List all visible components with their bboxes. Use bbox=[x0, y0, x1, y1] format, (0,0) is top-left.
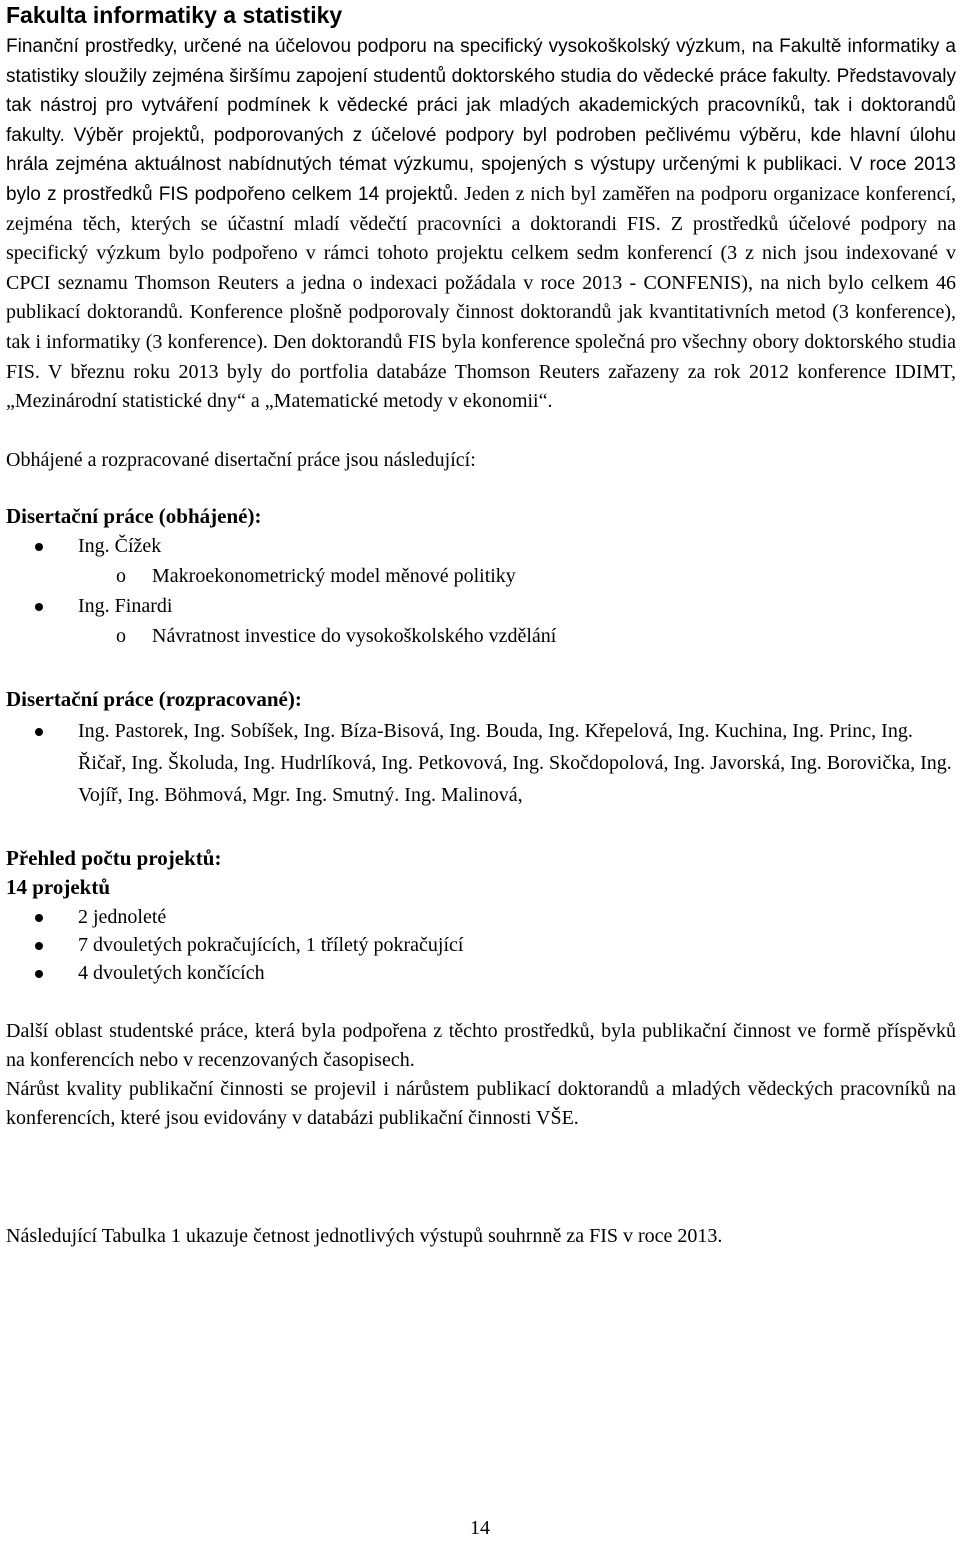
inprogress-heading: Disertační práce (rozpracované): bbox=[6, 686, 302, 711]
defended-name: Ing. Čížek bbox=[78, 534, 162, 557]
defended-thesis: Návratnost investice do vysokoškolského vzdělání bbox=[152, 624, 557, 647]
list-item bbox=[6, 931, 956, 959]
defended-thesis: Makroekonometrický model měnové politiky bbox=[152, 564, 516, 587]
document-page bbox=[6, 0, 956, 1251]
list-item bbox=[6, 531, 956, 591]
bullet-icon bbox=[35, 914, 43, 922]
list-item bbox=[6, 903, 956, 931]
circle-bullet-icon: o bbox=[116, 624, 126, 647]
projects-list bbox=[6, 903, 956, 987]
project-item: 4 dvouletých končících bbox=[78, 961, 265, 984]
defended-heading: Disertační práce (obhájené): bbox=[6, 503, 262, 528]
defended-name: Ing. Finardi bbox=[78, 594, 173, 617]
inprogress-names: Ing. Pastorek, Ing. Sobíšek, Ing. Bíza-Bisová, Ing. Bouda, Ing. Křepelová, Ing. Kuchina, Ing. Princ, Ing. Řičař, Ing. Školuda, Ing. Hudrlíková, Ing. Petkovová, Ing. Skočdopolová, Ing. Javorská, Ing. Borovička, Ing. Vojíř, Ing. Böhmová, Mgr. Ing. Smutný. Ing. Malinová, bbox=[78, 719, 952, 806]
theses-intro: Obhájené a rozpracované disertační práce jsou následující: bbox=[6, 448, 476, 471]
bullet-icon bbox=[35, 543, 43, 551]
sub-list-item bbox=[6, 621, 956, 651]
intro-serif-text: Jeden z nich byl zaměřen na podporu organizace konferencí, zejména těch, kterých se účastní mladí vědečtí pracovníci a doktorandi FIS. Z prostředků účelové podpory na specifický výzkum bylo podpořeno v rámci tohoto projektu celkem sedm konferencí (3 z nich jsou indexované v CPCI seznamu Thomson Reuters a jedna o indexaci požádala v roce 2013 - CONFENIS), na nich bylo celkem 46 publikací doktorandů. Konference plošně podporovaly činnost doktorandů jak kvantitativních metod (3 konference), tak i informatiky (3 konference). Den doktorandů FIS byla konference společná pro všechny obory doktorského studia FIS. V březnu roku 2013 byly do portfolia databáze Thomson Reuters zařazeny za rok 2012 konference IDIMT, „Mezinárodní statistické dny“ a „Matematické metody v ekonomii“. bbox=[6, 182, 957, 413]
list-item bbox=[6, 715, 956, 811]
projects-heading: Přehled počtu projektů: bbox=[6, 845, 222, 870]
inprogress-list bbox=[6, 715, 956, 811]
intro-paragraph bbox=[6, 32, 956, 417]
defended-list bbox=[6, 531, 956, 651]
paragraph-publication: Další oblast studentské práce, která byla podpořena z těchto prostředků, byla publikační činnost ve formě příspěvků na konferencích nebo v recenzovaných časopisech. bbox=[6, 1019, 956, 1071]
project-item: 2 jednoleté bbox=[78, 905, 167, 928]
page-number: 14 bbox=[470, 1517, 490, 1539]
sub-list-item bbox=[6, 561, 956, 591]
bullet-icon bbox=[35, 603, 43, 611]
project-item: 7 dvouletých pokračujících, 1 tříletý pokračující bbox=[78, 933, 464, 956]
list-item bbox=[6, 591, 956, 651]
list-item bbox=[6, 959, 956, 987]
page-title: Fakulta informatiky a statistiky bbox=[6, 2, 343, 28]
circle-bullet-icon: o bbox=[116, 564, 126, 587]
bullet-icon bbox=[35, 970, 43, 978]
paragraph-table-ref: Následující Tabulka 1 ukazuje četnost jednotlivých výstupů souhrnně za FIS v roce 2013. bbox=[6, 1224, 723, 1247]
projects-count: 14 projektů bbox=[6, 874, 111, 899]
intro-sans-text: Finanční prostředky, určené na účelovou podporu na specifický vysokoškolský výzkum, na Fakultě informatiky a statistiky sloužily zejména širšímu zapojení studentů doktorského studia do vědecké práce fakulty. Představovaly tak nástroj pro vytváření podmínek k vědecké práci jak mladých akademických pracovníků, tak i doktorandů fakulty. Výběr projektů, podporovaných z účelové podpory byl podroben pečlivému výběru, kde hlavní úlohu hrála zejména aktuálnost nabídnutých témat výzkumu, spojených s výstupy určenými k publikaci. V roce 2013 bylo z prostředků FIS podpořeno celkem 14 projektů. bbox=[6, 36, 956, 205]
bullet-icon bbox=[35, 728, 43, 736]
bullet-icon bbox=[35, 942, 43, 950]
paragraph-growth: Nárůst kvality publikační činnosti se projevil i nárůstem publikací doktorandů a mladých vědeckých pracovníků na konferencích, které jsou evidovány v databázi publikační činnosti VŠE. bbox=[6, 1077, 956, 1129]
